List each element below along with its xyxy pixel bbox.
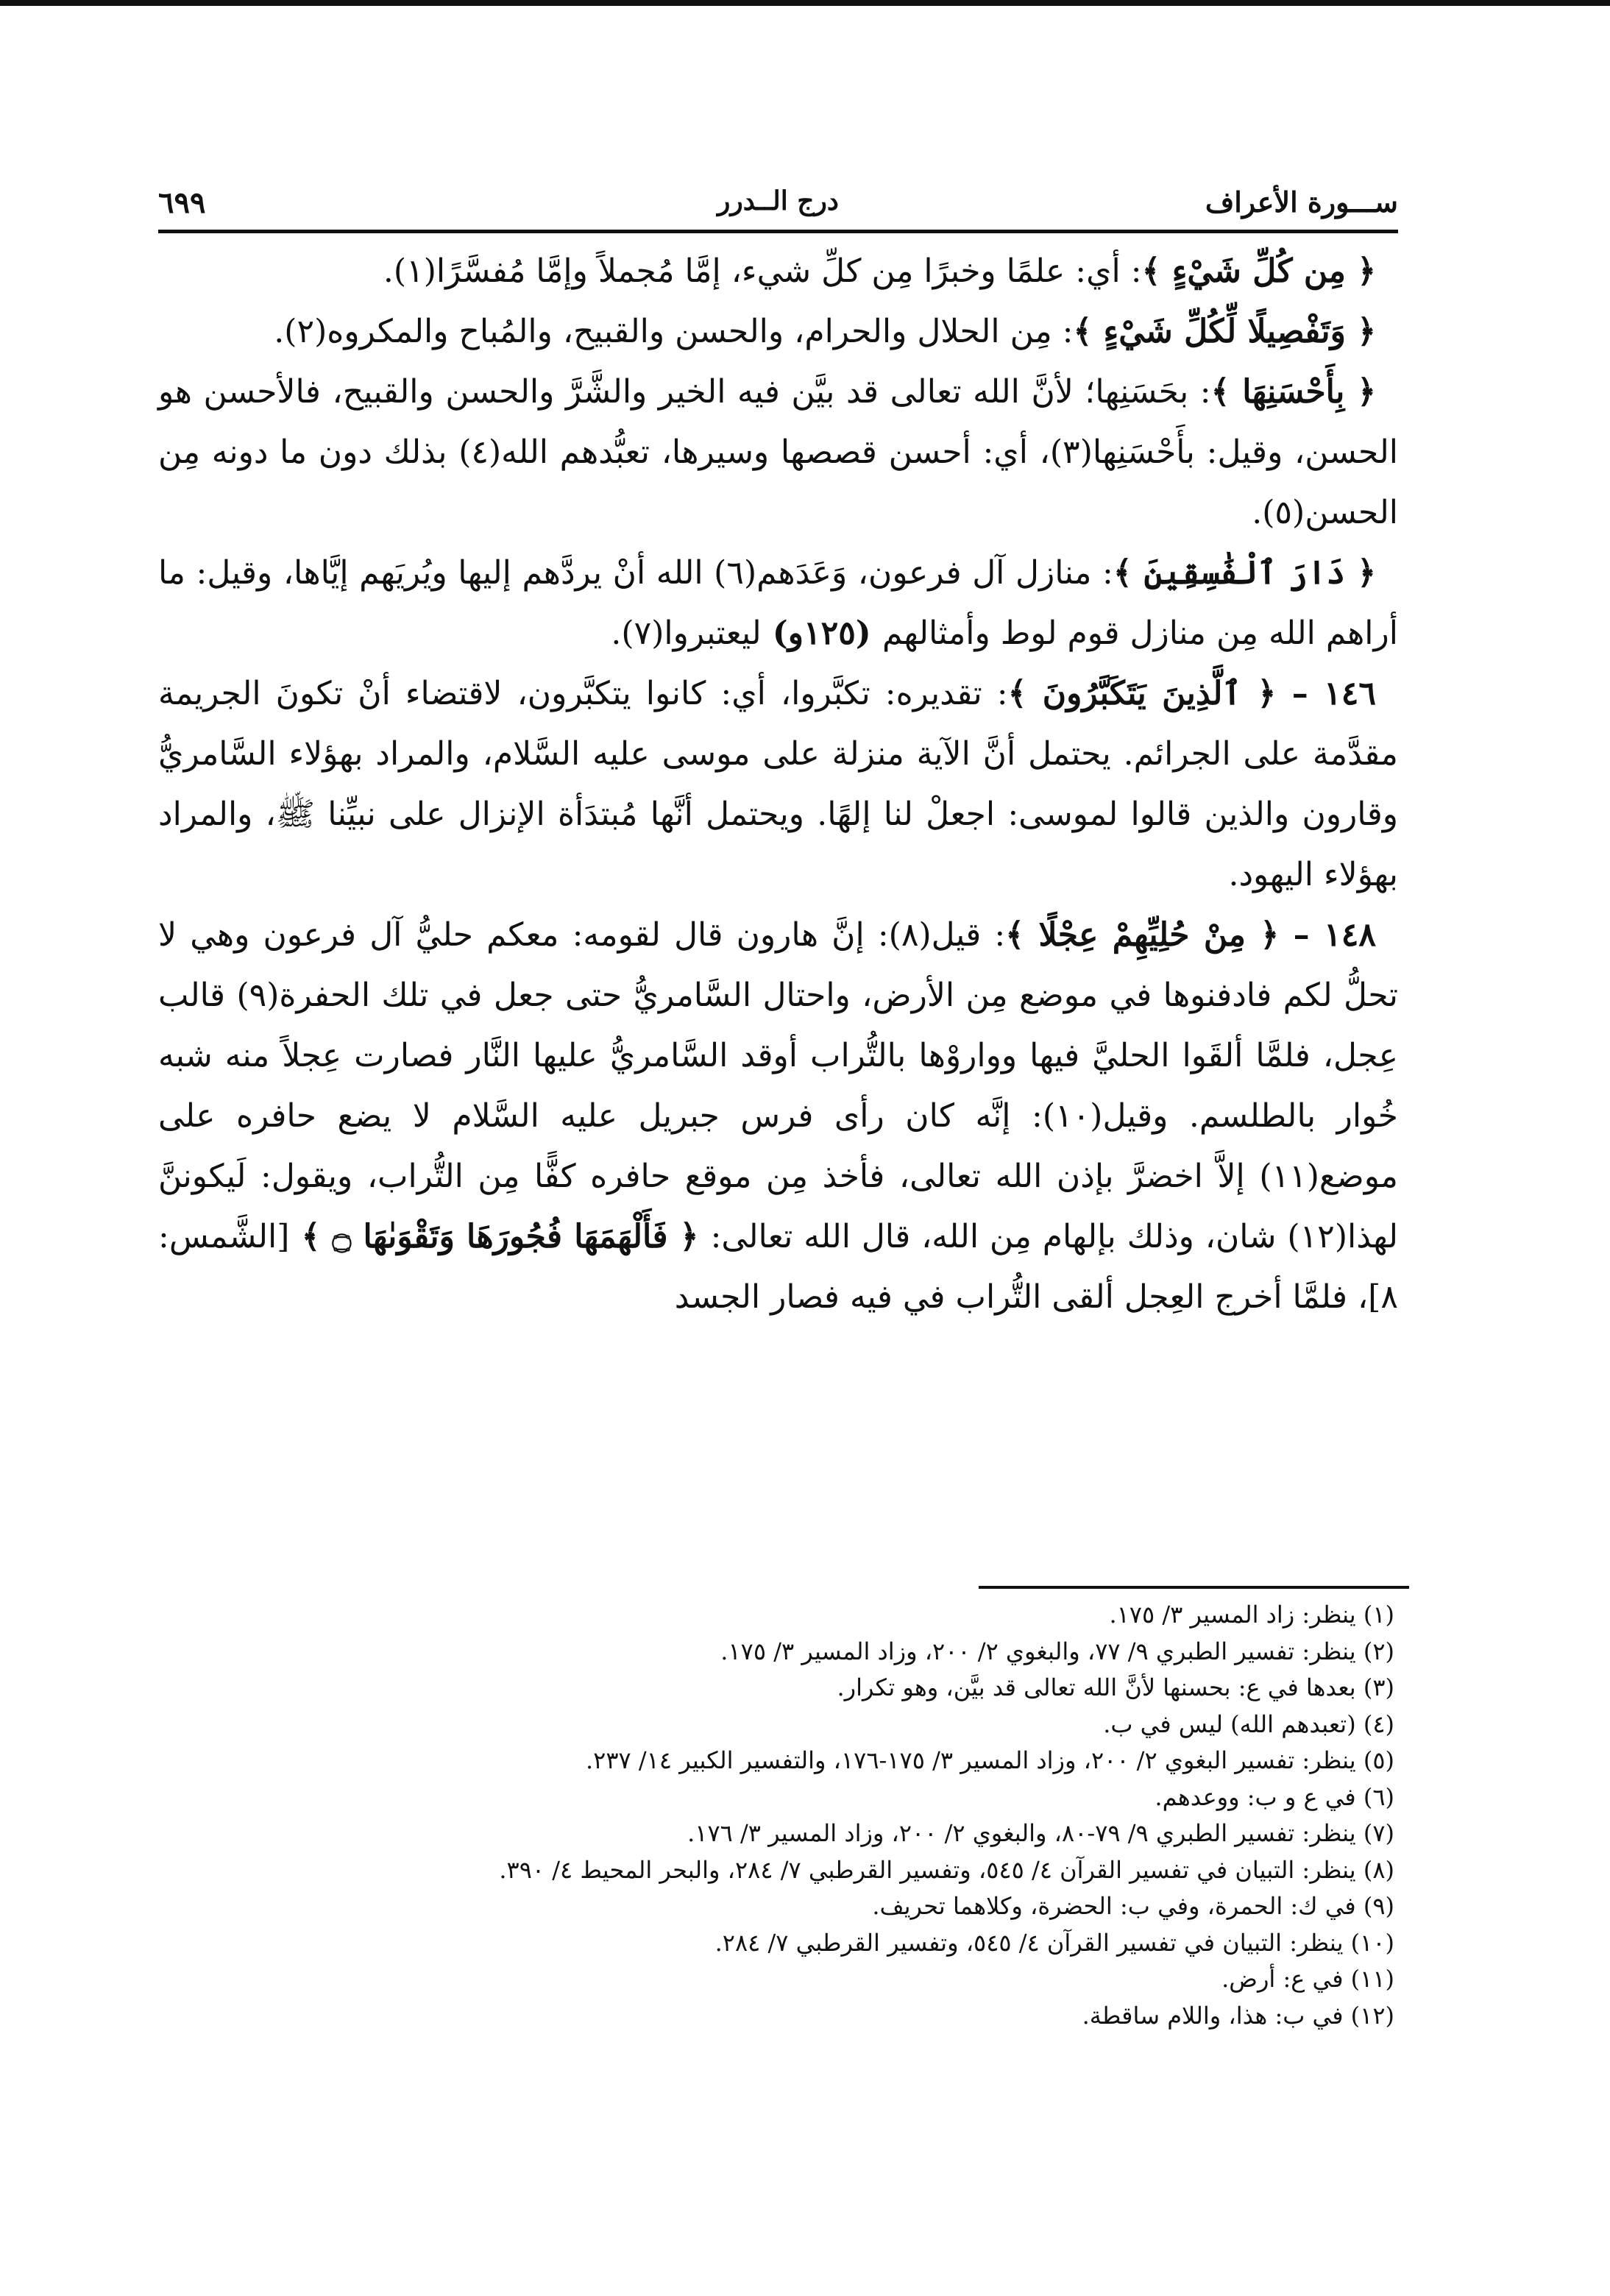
footnote: (١٢) في ب: هذا، واللام ساقطة. <box>1082 2001 1394 2030</box>
commentary-text: [الشَّمس: ٨]، فلمَّا أخرج العِجل ألقى التُّراب في فيه فصار الجسد <box>158 1218 1398 1316</box>
commentary-text: : قيل(٨): إنَّ هارون قال لقومه: معكم حليُّ آل فرعون وهي لا تحلُّ لكم فادفنوها في موضع مِن الأرض، واحتال السَّامريُّ حتى جعل في تلك الحفرة(٩) قالب عِجل، فلمَّا ألقَوا الحليَّ فيها وواروْها بالتُّراب أوقد السَّامريُّ عليها النَّار فصارت عِجلاً منه شبه خُوار بالطلسم. وقيل(١٠): إنَّه كان رأى فرس جبريل عليه السَّلام لا يضع حافره على موضع(١١) إلاَّ اخضرَّ بإذن الله تعالى، فأخذ مِن موقع حافره كفًّا مِن التُّراب، ويقول: لَيكوننَّ لهذا(١٢) شان، وذلك بإلهام مِن الله، قال الله تعالى: <box>158 916 1399 1255</box>
footnote: (١١) في ع: أرض. <box>1221 1965 1394 1993</box>
quran-verse: ﴿ ٱلَّذِينَ يَتَكَبَّرُونَ ﴾ <box>1007 675 1277 712</box>
running-header <box>158 185 1398 227</box>
commentary-text: : أي: علمًا وخبرًا مِن كلِّ شيء، إمَّا مُجملاً وإمَّا مُفسَّرًا(١). <box>383 252 1142 290</box>
paragraph <box>158 543 1398 664</box>
quran-verse: ﴿ دَارَ ٱلْفَٰسِقِينَ ﴾ <box>1113 554 1376 592</box>
quran-verse: ﴿ مِن كُلِّ شَيْءٍ ﴾ <box>1141 252 1376 290</box>
commentary-text: : تقديره: تكبَّروا، أي: كانوا يتكبَّرون، لاقتضاء أنْ تكونَ الجريمة مقدَّمة على الجرائم. يحتمل أنَّ الآية منزلة على موسى عليه السَّلام، والمراد بهؤلاء السَّامريُّ وقارون والذين قالوا لموسى: اجعلْ لنا إلهًا. ويحتمل أنَّها مُبتدَأة الإنزال على نبيِّنا ﷺ، والمراد بهؤلاء اليهود. <box>158 675 1398 893</box>
commentary-text: ليعتبروا(٧). <box>611 614 762 652</box>
surah-title: ســـورة الأعراف <box>1205 185 1398 219</box>
footnote: (٣) بعدها في ع: بحسنها لأنَّ الله تعالى قد بيَّن، وهو تكرار. <box>837 1673 1394 1701</box>
commentary-text: : منازل آل فرعون، وَعَدَهم(٦) الله أنْ يردَّهم إليها ويُريَهم إيَّاها، وقيل: ما أراهم الله مِن منازل قوم لوط وأمثالهم <box>158 554 1398 652</box>
paragraph <box>158 302 1398 362</box>
paragraph <box>158 362 1398 543</box>
footnote: (٨) ينظر: التبيان في تفسير القرآن ٤/ ٥٤٥، وتفسير القرطبي ٧/ ٢٨٤، والبحر المحيط ٤/ ٣٩٠. <box>499 1855 1394 1884</box>
paragraph <box>158 664 1398 905</box>
paragraph <box>158 241 1398 302</box>
paragraph <box>158 905 1398 1328</box>
commentary-text: : بحَسَنِها؛ لأنَّ الله تعالى قد بيَّن فيه الخير والشَّرَّ والحسن والقبيح، فالأحسن هو الحسن، وقيل: بأَحْسَنِها(٣)، أي: أحسن قصصها وسيرها، تعبُّدهم الله(٤) بذلك دون ما دونه مِن الحسن(٥). <box>158 373 1399 531</box>
footnote: (٦) في ع و ب: ووعدهم. <box>1155 1782 1394 1811</box>
quran-verse: ﴿ وَتَفْصِيلًا لِّكُلِّ شَيْءٍ ﴾ <box>1073 313 1376 350</box>
verse-number: ١٤٦ – <box>1276 675 1376 712</box>
verse-number: ١٤٨ – <box>1279 916 1376 954</box>
page-number: ٦٩٩ <box>158 185 206 220</box>
footnotes <box>158 1597 1398 2034</box>
footnote: (٤) (تعبدهم الله) ليس في ب. <box>1103 1709 1394 1738</box>
footnote: (٧) ينظر: تفسير الطبري ٩/ ٧٩-٨٠، والبغوي ٢/ ٢٠٠، وزاد المسير ٣/ ١٧٦. <box>687 1819 1394 1847</box>
commentary-text: : مِن الحلال والحرام، والحسن والقبيح، والمُباح والمكروه(٢). <box>274 313 1074 350</box>
footnote: (١) ينظر: زاد المسير ٣/ ١٧٥. <box>1109 1601 1394 1629</box>
footnote: (٥) ينظر: تفسير البغوي ٢/ ٢٠٠، وزاد المسير ٣/ ١٧٥-١٧٦، والتفسير الكبير ١٤/ ٢٣٧. <box>585 1746 1394 1774</box>
footnote: (٢) ينظر: تفسير الطبري ٩/ ٧٧، والبغوي ٢/ ٢٠٠، وزاد المسير ٣/ ١٧٥. <box>720 1637 1394 1665</box>
main-text <box>158 241 1398 1328</box>
quran-verse: ﴿ فَأَلْهَمَهَا فُجُورَهَا وَتَقْوَىٰهَا ۝ ﴾ <box>289 1218 711 1255</box>
book-title: درج الــدرر <box>717 185 839 216</box>
quran-verse: ﴿ بِأَحْسَنِهَا ﴾ <box>1210 373 1376 411</box>
footnote: (٩) في ك: الحمرة، وفي ب: الحضرة، وكلاهما تحريف. <box>872 1892 1394 1920</box>
manuscript-folio-ref: (١٢٥و) <box>761 614 883 652</box>
quran-verse: ﴿ مِنْ حُلِيِّهِمْ عِجْلًا ﴾ <box>1005 916 1280 954</box>
top-border-rule <box>0 0 1610 6</box>
header-divider <box>158 230 1398 233</box>
footnote: (١٠) ينظر: التبيان في تفسير القرآن ٤/ ٥٤٥، وتفسير القرطبي ٧/ ٢٨٤. <box>714 1928 1394 1957</box>
footnote-divider <box>979 1586 1409 1589</box>
